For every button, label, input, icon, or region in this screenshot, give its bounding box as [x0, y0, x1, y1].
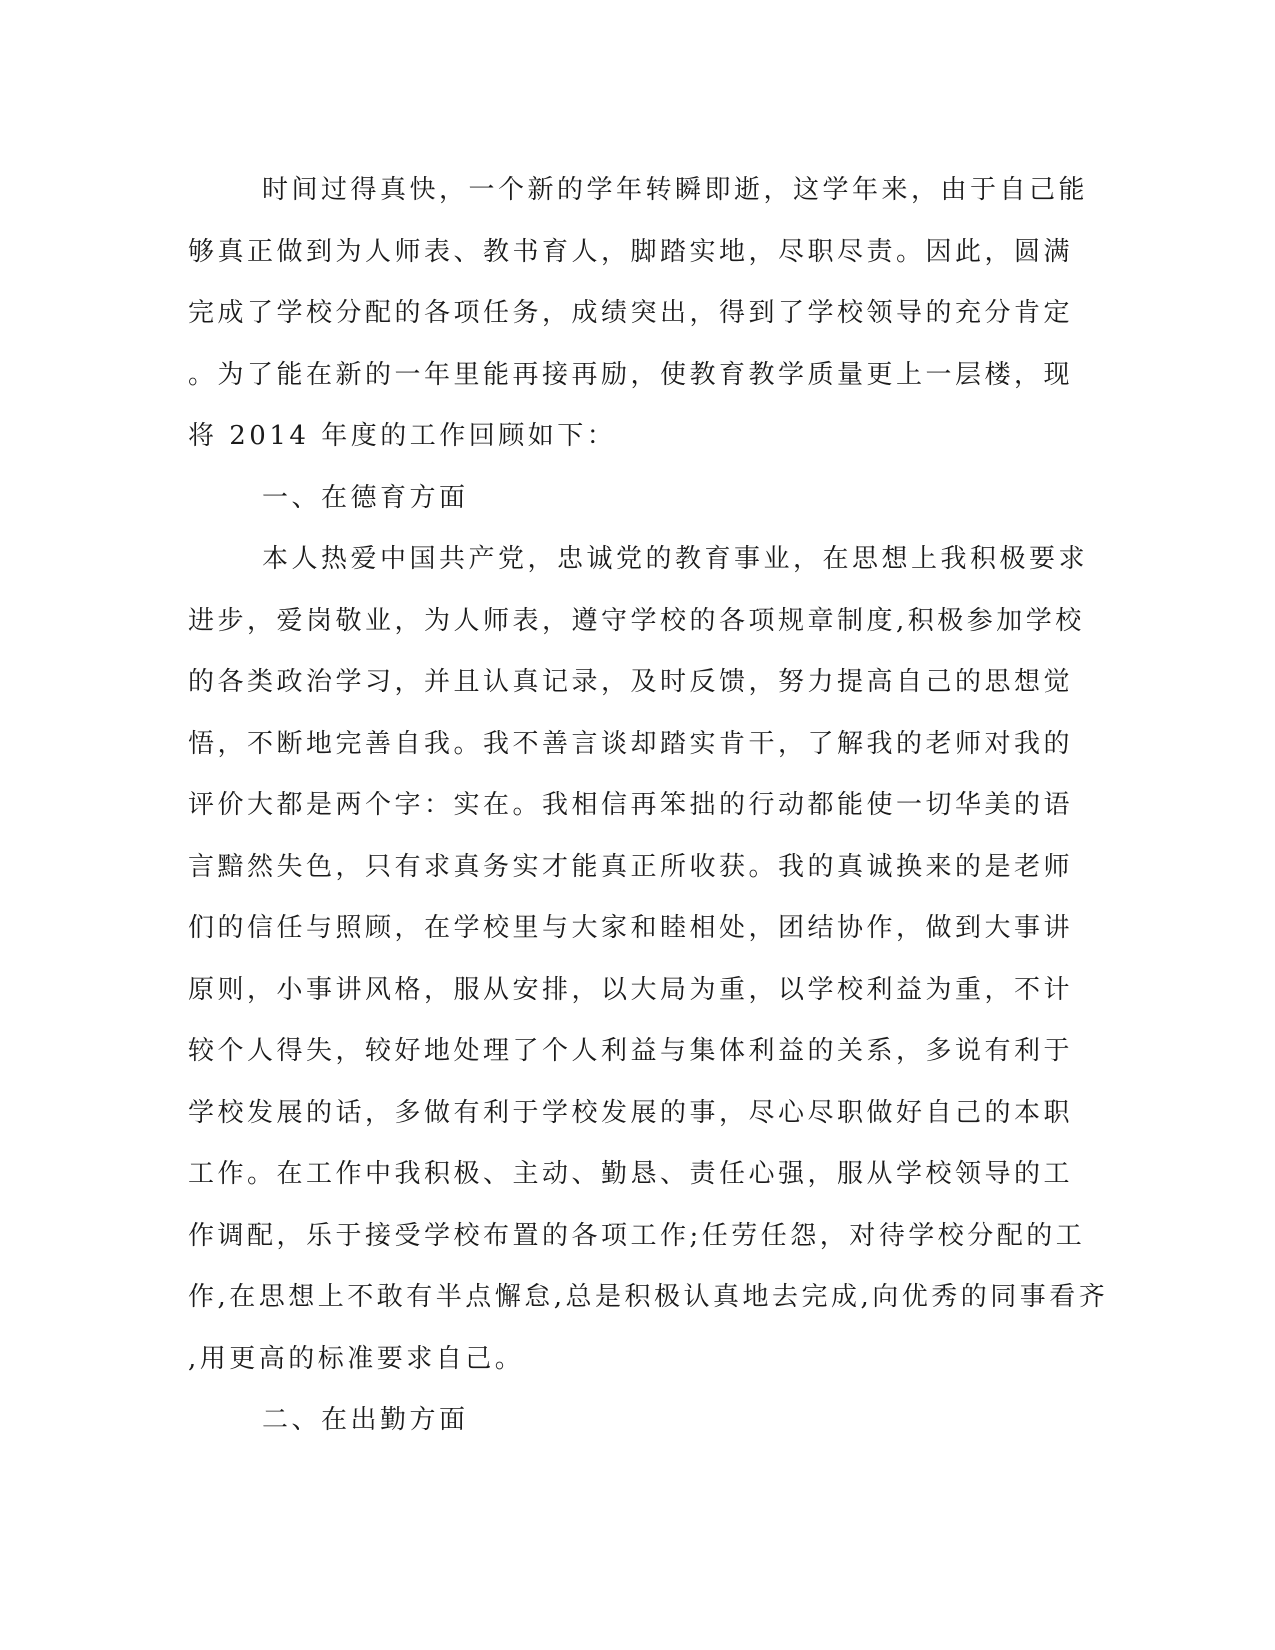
text-line: 原则，小事讲风格，服从安排，以大局为重，以学校利益为重，不计 — [188, 974, 1074, 1005]
text-line: ,用更高的标准要求自己。 — [188, 1343, 525, 1374]
text-line: 工作。在工作中我积极、主动、勤恳、责任心强，服从学校领导的工 — [188, 1159, 1074, 1189]
text-line: 较个人得失，较好地处理了个人利益与集体利益的关系，多说有利于 — [188, 1036, 1074, 1066]
text-line: 。为了能在新的一年里能再接再励，使教育教学质量更上一层楼，现 — [188, 359, 1074, 390]
text-line: 评价大都是两个字：实在。我相信再笨拙的行动都能使一切华美的语 — [188, 790, 1074, 820]
section-heading-attendance: 二、在出勤方面 — [262, 1405, 469, 1435]
text-line: 时间过得真快，一个新的学年转瞬即逝，这学年来，由于自己能 — [262, 175, 1089, 205]
text-line: 的各类政治学习，并且认真记录，及时反馈，努力提高自己的思想觉 — [188, 667, 1074, 697]
moral-education-paragraph — [188, 529, 1109, 1390]
text-line: 们的信任与照顾，在学校里与大家和睦相处，团结协作，做到大事讲 — [188, 913, 1074, 943]
text-line: 学校发展的话，多做有利于学校发展的事，尽心尽职做好自己的本职 — [188, 1097, 1074, 1128]
text-line: 完成了学校分配的各项任务，成绩突出，得到了学校领导的充分肯定 — [188, 298, 1074, 328]
text-line: 悟，不断地完善自我。我不善言谈却踏实肯干，了解我的老师对我的 — [188, 728, 1074, 759]
text-line: 作调配，乐于接受学校布置的各项工作;任劳任怨，对待学校分配的工 — [188, 1220, 1086, 1251]
text-line: 本人热爱中国共产党，忠诚党的教育事业，在思想上我积极要求 — [262, 544, 1089, 574]
text-line: 够真正做到为人师表、教书育人，脚踏实地，尽职尽责。因此，圆满 — [188, 236, 1074, 267]
intro-paragraph — [188, 160, 1089, 468]
text-line: 进步，爱岗敬业，为人师表，遵守学校的各项规章制度,积极参加学校 — [188, 605, 1085, 636]
text-line: 言黯然失色，只有求真务实才能真正所收获。我的真诚换来的是老师 — [188, 851, 1074, 882]
document-body — [188, 160, 1109, 1452]
section-heading-moral-education: 一、在德育方面 — [262, 482, 469, 513]
text-line: 作,在思想上不敢有半点懈怠,总是积极认真地去完成,向优秀的同事看齐 — [188, 1282, 1109, 1312]
text-line: 将 2014 年度的工作回顾如下： — [188, 421, 617, 451]
